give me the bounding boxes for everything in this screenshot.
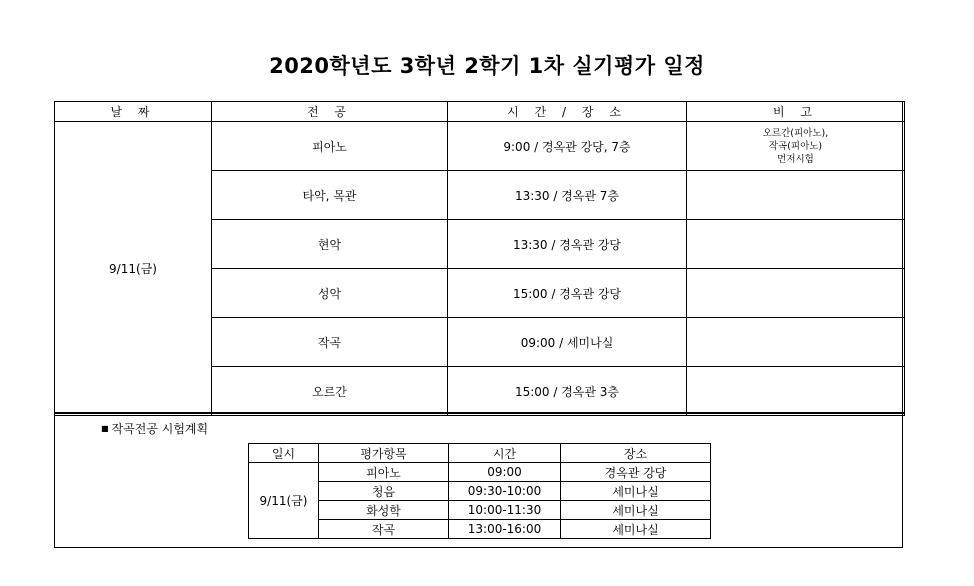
schedule-date-cell: 9/11(금) [55,122,212,416]
header-date: 날 짜 [55,102,212,122]
major-cell: 타악, 목관 [212,171,448,220]
square-bullet-icon: ■ [101,424,109,433]
note-line: 먼저시험 [777,153,814,165]
plan-time-cell: 09:00 [449,463,561,482]
header-time-place: 시 간 / 장 소 [448,102,687,122]
table-row [249,463,711,482]
plan-item-cell: 피아노 [319,463,449,482]
plan-place-cell: 경옥관 강당 [561,463,711,482]
plan-place-cell: 세미나실 [561,520,711,539]
major-cell: 작곡 [212,318,448,367]
note-cell [687,122,905,171]
plan-place-cell: 세미나실 [561,501,711,520]
section-heading [101,420,208,437]
schedule-table [54,101,905,416]
header-note: 비 고 [687,102,905,122]
plan-item-cell: 화성학 [319,501,449,520]
table-row [55,122,905,171]
plan-item-cell: 작곡 [319,520,449,539]
time-place-cell: 13:30 / 경옥관 강당 [448,220,687,269]
plan-date-cell: 9/11(금) [249,463,319,539]
table-row [249,482,711,501]
table-row [249,501,711,520]
plan-header-row [249,444,711,463]
page-title: 2020학년도 3학년 2학기 1차 실기평가 일정 [269,54,705,78]
note-cell [687,171,905,220]
plan-time-cell: 10:00-11:30 [449,501,561,520]
plan-header-date: 일시 [249,444,319,463]
major-cell: 오르간 [212,367,448,416]
plan-place-cell: 세미나실 [561,482,711,501]
plan-header-time: 시간 [449,444,561,463]
note-cell [687,269,905,318]
note-cell [687,220,905,269]
major-cell: 성악 [212,269,448,318]
table-row [249,520,711,539]
plan-header-item: 평가항목 [319,444,449,463]
header-major: 전 공 [212,102,448,122]
major-cell: 피아노 [212,122,448,171]
plan-header-place: 장소 [561,444,711,463]
note-cell [687,318,905,367]
section-heading-text: 작곡전공 시험계획 [111,422,209,436]
schedule-header-row [55,102,905,122]
note-line: 작곡(피아노) [768,140,823,152]
time-place-cell: 13:30 / 경옥관 7층 [448,171,687,220]
major-cell: 현악 [212,220,448,269]
note-line: 오르간(피아노), [762,127,829,139]
plan-item-cell: 청음 [319,482,449,501]
time-place-cell: 9:00 / 경옥관 강당, 7층 [448,122,687,171]
time-place-cell: 15:00 / 경옥관 강당 [448,269,687,318]
note-cell [687,367,905,416]
composition-plan-table [248,443,711,539]
time-place-cell: 09:00 / 세미나실 [448,318,687,367]
plan-time-cell: 09:30-10:00 [449,482,561,501]
plan-time-cell: 13:00-16:00 [449,520,561,539]
time-place-cell: 15:00 / 경옥관 3층 [448,367,687,416]
section-divider [54,412,904,414]
